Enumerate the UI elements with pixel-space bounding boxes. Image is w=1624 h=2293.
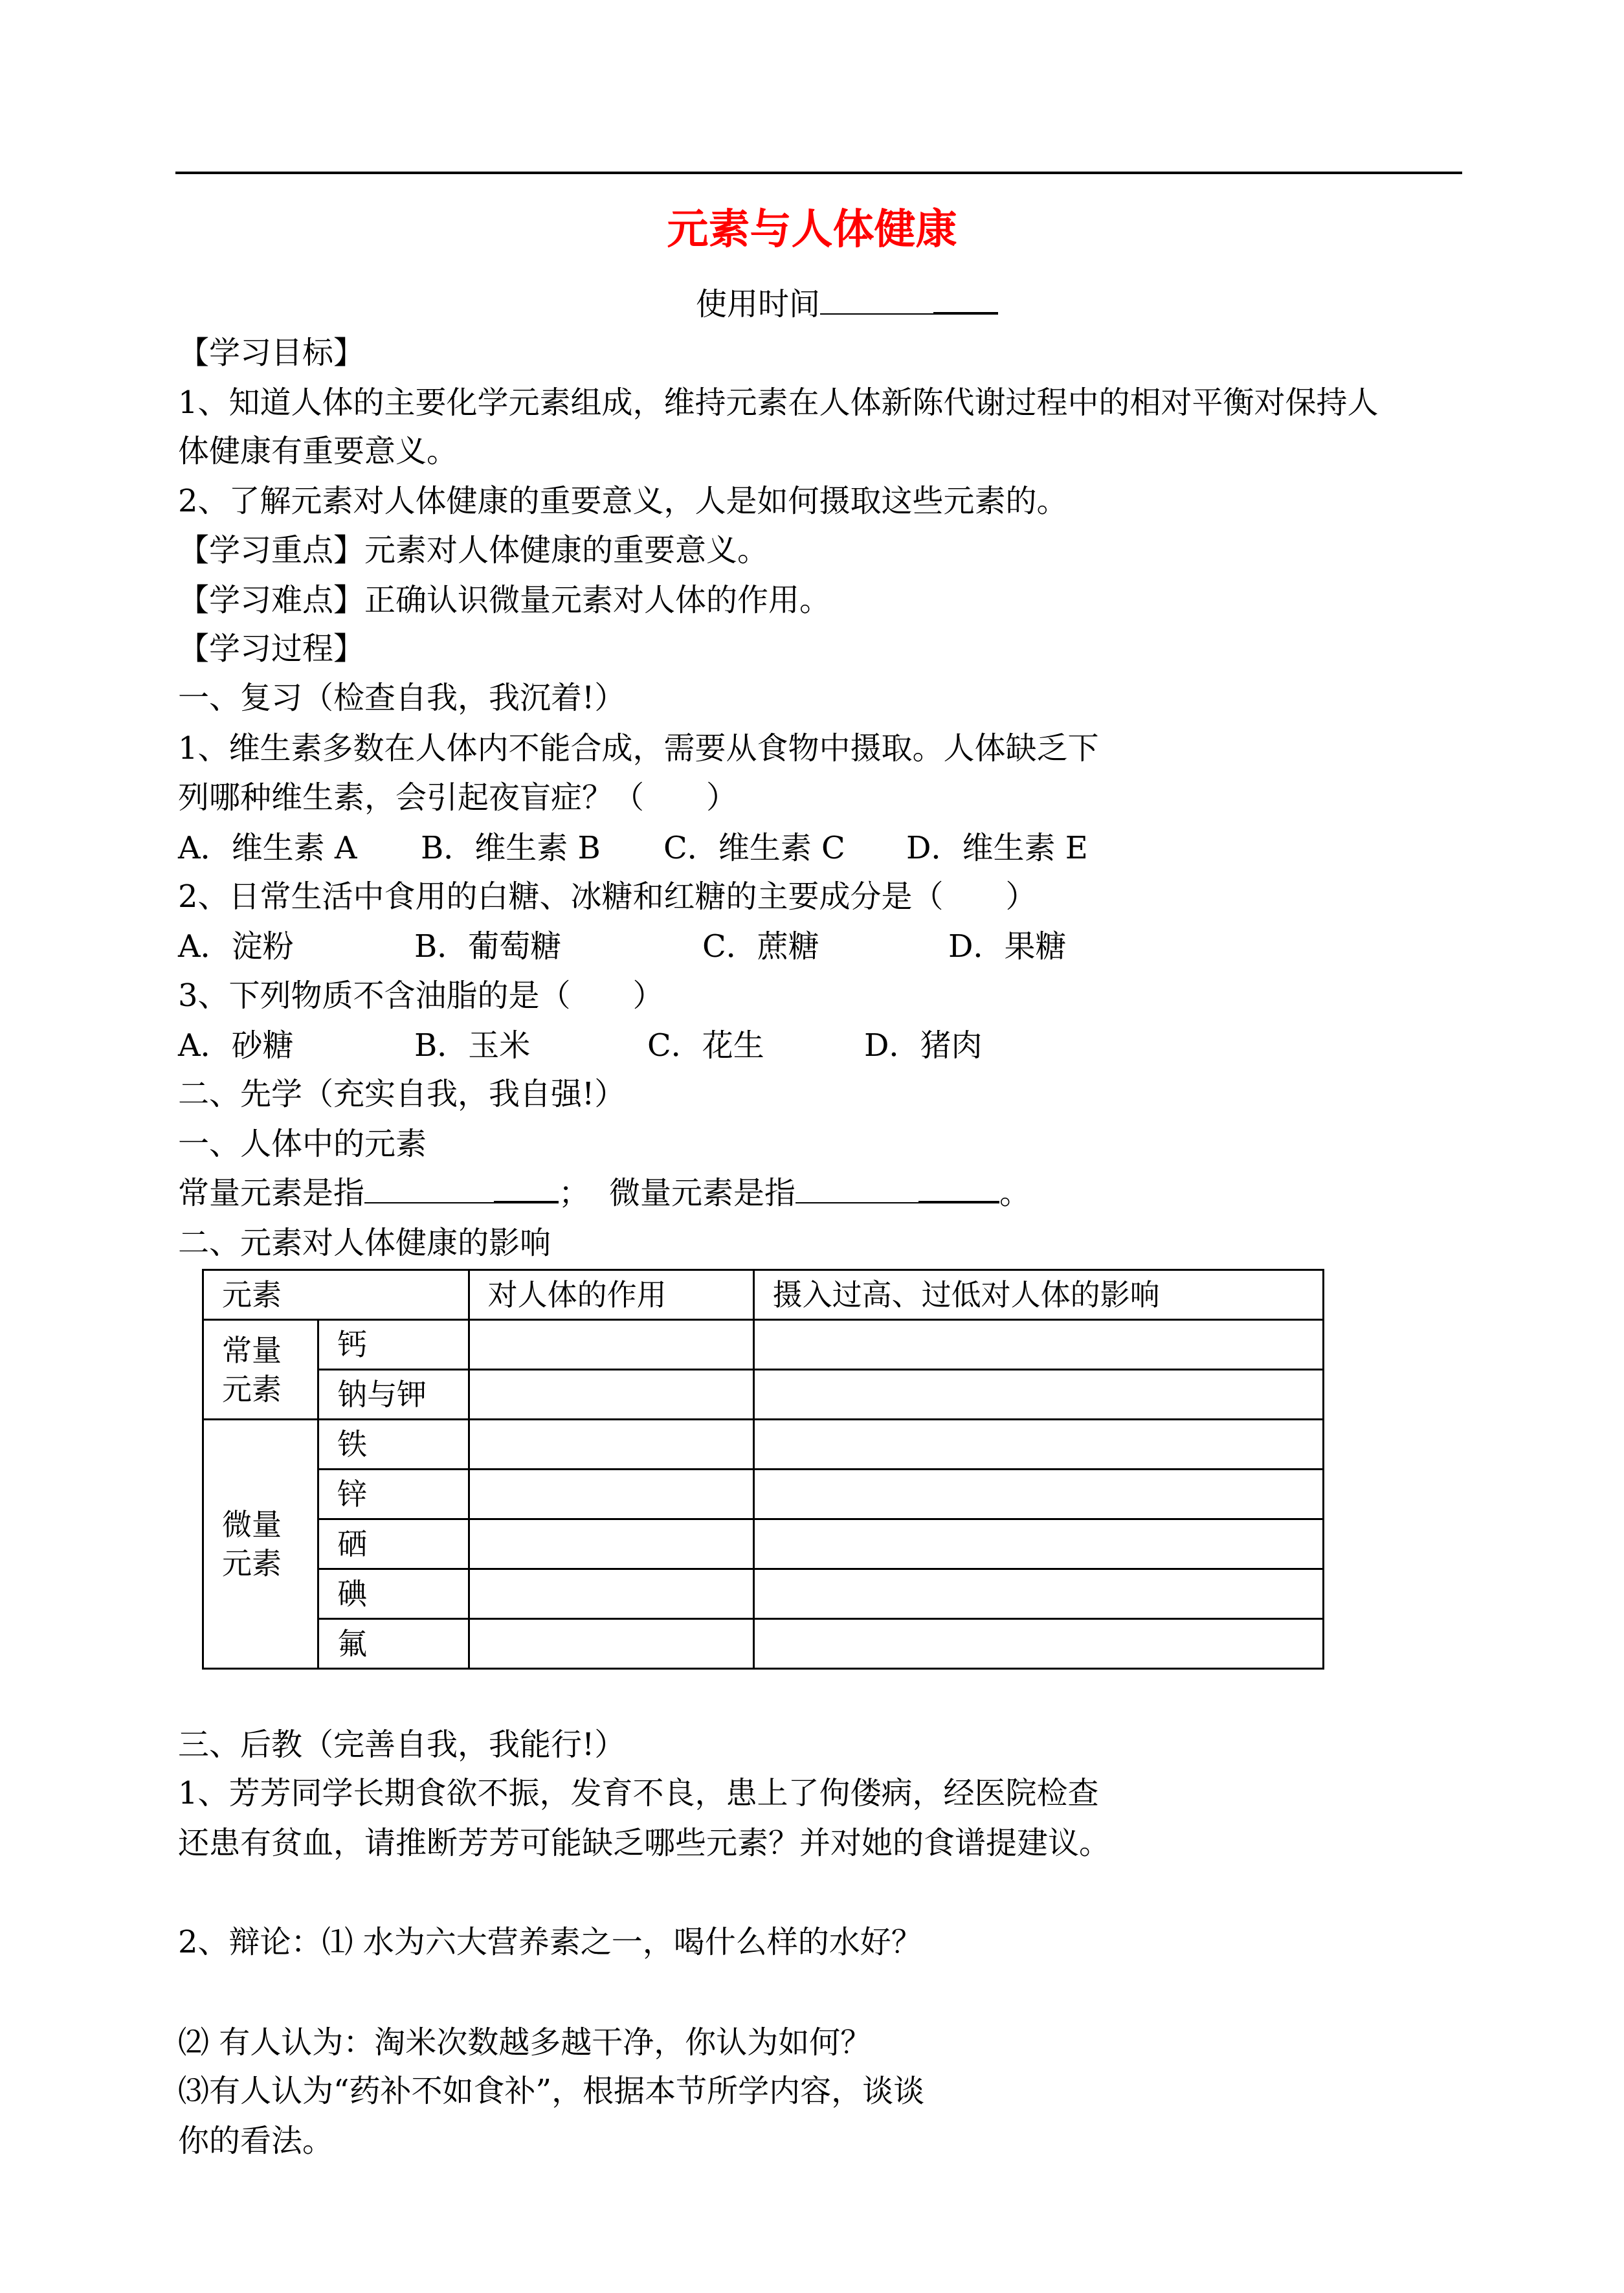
q1-option-d[interactable]: D．维生素 E xyxy=(906,830,1088,866)
macro-blank-thin[interactable] xyxy=(364,1176,494,1203)
q1-option-c[interactable]: C．维生素 C xyxy=(663,830,845,866)
element-sodium-potassium: 钠与钾 xyxy=(318,1370,469,1420)
element-health-table xyxy=(202,1269,1324,1670)
effect-cell[interactable] xyxy=(753,1470,1323,1519)
element-iodine: 碘 xyxy=(318,1569,469,1619)
element-iron: 铁 xyxy=(318,1420,469,1470)
header-function: 对人体的作用 xyxy=(469,1270,753,1320)
q3-option-b[interactable]: B．玉米 xyxy=(414,1027,531,1064)
q1-line1: 1、维生素多数在人体内不能合成，需要从食物中摄取。人体缺乏下 xyxy=(178,730,1099,766)
p4-line1: ⑶有人认为“药补不如食补”，根据本节所学内容，谈谈 xyxy=(178,2073,925,2109)
header-element: 元素 xyxy=(203,1270,469,1320)
table-row xyxy=(203,1619,1324,1669)
function-cell[interactable] xyxy=(469,1519,753,1569)
q3-option-d[interactable]: D．猪肉 xyxy=(864,1027,983,1064)
goal1-line1: 1、知道人体的主要化学元素组成，维持元素在人体新陈代谢过程中的相对平衡对保持人 xyxy=(178,385,1379,421)
p1-line2: 还患有贫血，请推断芳芳可能缺乏哪些元素？并对她的食谱提建议。 xyxy=(178,1825,1111,1861)
table-row xyxy=(203,1370,1324,1420)
element-fluorine: 氟 xyxy=(318,1619,469,1669)
macro-blank-thick[interactable] xyxy=(494,1175,559,1203)
q1-option-a[interactable]: A．维生素 A xyxy=(178,830,357,866)
table-row xyxy=(203,1470,1324,1519)
goal1-line2: 体健康有重要意义。 xyxy=(178,433,458,469)
micro-blank-thin[interactable] xyxy=(795,1176,918,1203)
micro-label: 微量元素是指 xyxy=(609,1175,796,1211)
function-cell[interactable] xyxy=(469,1420,753,1470)
effect-cell[interactable] xyxy=(753,1420,1323,1470)
use-time-blank-thick[interactable] xyxy=(933,286,998,315)
header-intake-effect: 摄入过高、过低对人体的影响 xyxy=(753,1270,1323,1320)
p1-line1: 1、芳芳同学长期食欲不振，发育不良，患上了佝偻病，经医院检查 xyxy=(178,1775,1099,1811)
q2-option-a[interactable]: A．淀粉 xyxy=(178,928,294,965)
effect-cell[interactable] xyxy=(753,1619,1323,1669)
q3-text: 3、下列物质不含油脂的是（ ） xyxy=(178,978,664,1014)
q1-line2: 列哪种维生素，会引起夜盲症？（ ） xyxy=(178,779,738,816)
sub1-heading: 一、人体中的元素 xyxy=(178,1126,427,1162)
goal2: 2、了解元素对人体健康的重要意义，人是如何摄取这些元素的。 xyxy=(178,483,1068,519)
difficulty: 【学习难点】正确认识微量元素对人体的作用。 xyxy=(178,582,831,618)
separator: ； xyxy=(559,1175,590,1211)
use-time-label: 使用时间 xyxy=(696,286,821,322)
table-row xyxy=(203,1420,1324,1470)
p2-debate: 2、辩论：⑴ 水为六大营养素之一，喝什么样的水好？ xyxy=(178,1924,922,1960)
q2-option-d[interactable]: D．果糖 xyxy=(948,928,1067,965)
function-cell[interactable] xyxy=(469,1470,753,1519)
micro-group-label: 微量 元素 xyxy=(203,1420,318,1669)
function-cell[interactable] xyxy=(469,1370,753,1420)
table-row xyxy=(203,1519,1324,1569)
review-heading: 一、复习（检查自我，我沉着!） xyxy=(178,680,626,716)
q1-option-b[interactable]: B．维生素 B xyxy=(421,830,601,866)
q2-option-b[interactable]: B．葡萄糖 xyxy=(414,928,562,965)
posttest-heading: 三、后教（完善自我，我能行!） xyxy=(178,1727,626,1763)
effect-cell[interactable] xyxy=(753,1519,1323,1569)
element-zinc: 锌 xyxy=(318,1470,469,1519)
macro-group-label: 常量 元素 xyxy=(203,1320,318,1420)
function-cell[interactable] xyxy=(469,1320,753,1370)
effect-cell[interactable] xyxy=(753,1320,1323,1370)
element-selenium: 硒 xyxy=(318,1519,469,1569)
q2-text: 2、日常生活中食用的白糖、冰糖和红糖的主要成分是（ ） xyxy=(178,878,1037,915)
key-point: 【学习重点】元素对人体健康的重要意义。 xyxy=(178,532,769,568)
q2-option-c[interactable]: C．蔗糖 xyxy=(702,928,819,965)
header-rule xyxy=(175,172,1462,174)
macro-label: 常量元素是指 xyxy=(178,1175,365,1211)
q3-option-c[interactable]: C．花生 xyxy=(647,1027,764,1064)
use-time-blank-thin[interactable] xyxy=(820,287,933,315)
function-cell[interactable] xyxy=(469,1619,753,1669)
table-row xyxy=(203,1569,1324,1619)
period: 。 xyxy=(999,1175,1031,1211)
p4-line2: 你的看法。 xyxy=(178,2123,334,2159)
function-cell[interactable] xyxy=(469,1569,753,1619)
p3-rice-washing: ⑵ 有人认为：淘米次数越多越干净，你认为如何？ xyxy=(178,2024,872,2061)
page-title: 元素与人体健康 xyxy=(667,206,957,254)
q3-option-a[interactable]: A．砂糖 xyxy=(178,1027,294,1064)
table-row xyxy=(203,1320,1324,1370)
prestudy-heading: 二、先学（充实自我，我自强!） xyxy=(178,1076,626,1112)
effect-cell[interactable] xyxy=(753,1569,1323,1619)
effect-cell[interactable] xyxy=(753,1370,1323,1420)
goals-heading: 【学习目标】 xyxy=(178,335,365,371)
element-calcium: 钙 xyxy=(318,1320,469,1370)
process-heading: 【学习过程】 xyxy=(178,631,365,667)
use-time-line xyxy=(696,285,998,324)
sub2-heading: 二、元素对人体健康的影响 xyxy=(178,1225,551,1261)
micro-blank-thick[interactable] xyxy=(918,1175,999,1203)
element-definition-line xyxy=(178,1174,1030,1213)
table-header-row xyxy=(203,1270,1324,1320)
